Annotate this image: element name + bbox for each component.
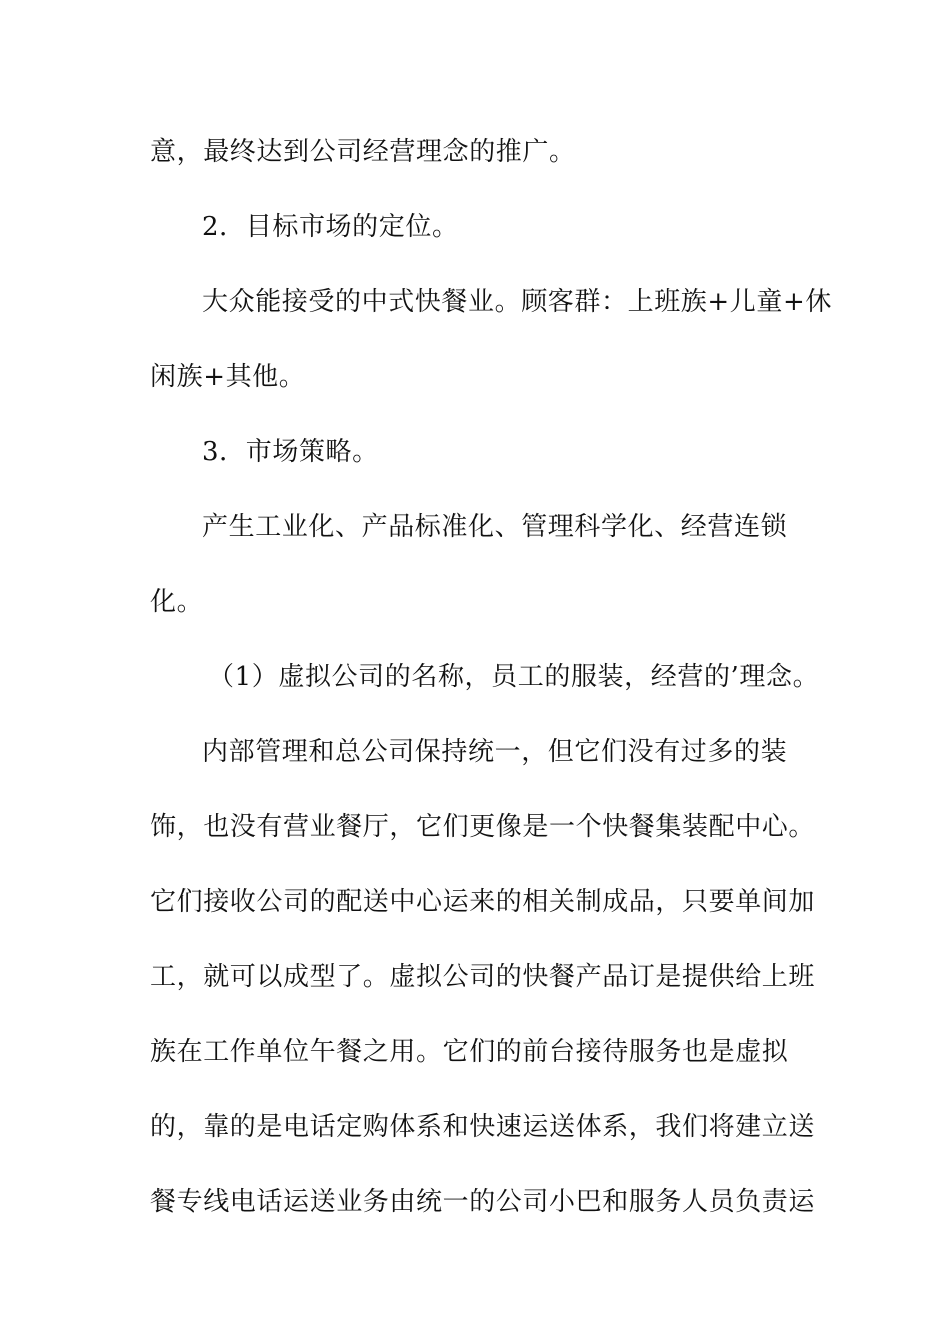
text-line: 族在工作单位午餐之用。它们的前台接待服务也是虚拟	[150, 1037, 789, 1067]
text-line: 产生工业化、产品标准化、管理科学化、经营连锁	[202, 512, 788, 542]
text-line: 内部管理和总公司保持统一，但它们没有过多的装	[202, 737, 788, 767]
text-line: 的，靠的是电话定购体系和快速运送体系，我们将建立送	[150, 1112, 816, 1142]
text-line: 它们接收公司的配送中心运来的相关制成品，只要单间加	[150, 887, 816, 917]
text-line: 工，就可以成型了。虚拟公司的快餐产品订是提供给上班	[150, 962, 816, 992]
text-line: 意，最终达到公司经营理念的推广。	[150, 137, 576, 167]
text-line: 饰，也没有营业餐厅，它们更像是一个快餐集装配中心。	[150, 812, 816, 842]
subsection-heading: （1）虚拟公司的名称，员工的服装，经营的’理念。	[208, 662, 820, 692]
section-heading: 3．市场策略。	[202, 437, 379, 467]
text-line: 餐专线电话运送业务由统一的公司小巴和服务人员负责运	[150, 1187, 816, 1217]
text-line: 大众能接受的中式快餐业。顾客群：上班族+儿童+休	[202, 287, 832, 317]
text-line: 化。	[150, 587, 204, 617]
section-heading: 2．目标市场的定位。	[202, 212, 459, 242]
text-line: 闲族+其他。	[150, 362, 306, 392]
